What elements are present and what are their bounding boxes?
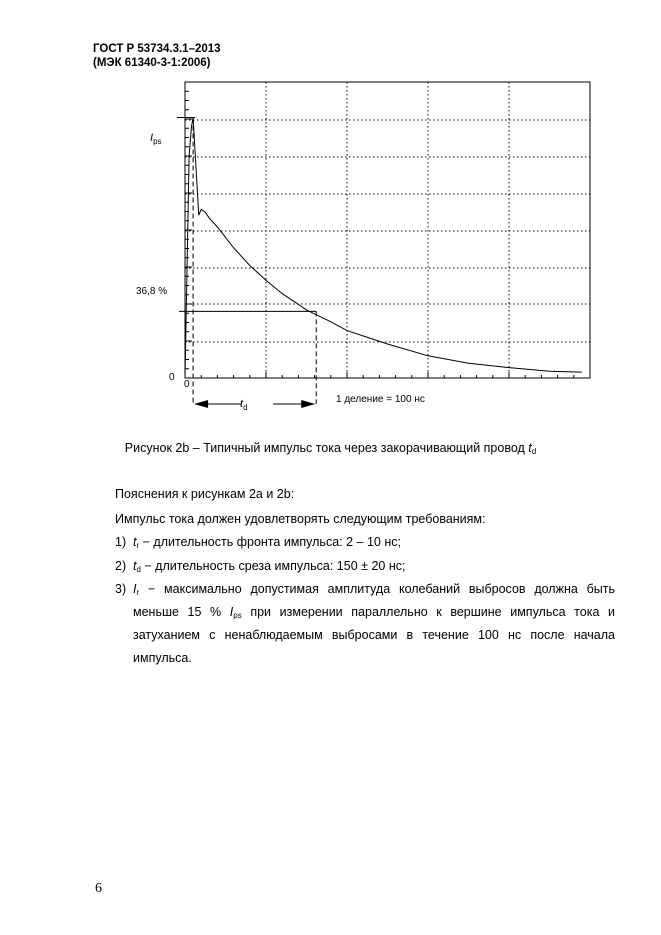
requirements-lead: Импульс тока должен удовлетворять следующим требованиям:	[115, 512, 486, 526]
td-arrow-left-head	[194, 400, 208, 408]
td-arrow-right-head	[301, 400, 315, 408]
ips-label: $I_{ps}$	[150, 132, 162, 146]
list-item: 3) $I_r$ − максимально допустимая амплитуда колебаний выбросов должна быть меньше 15 % $I_{ps}$ при измерении параллельно к вершине импульса тока и затуханием с ненаблюдаемым выбросами в течение 100 нс после начала импульса.	[115, 582, 615, 665]
notes-intro: Пояснения к рисункам 2а и 2b:	[115, 487, 295, 501]
page-number: 6	[95, 881, 102, 896]
origin-x-label: 0	[184, 379, 190, 390]
td-axis-label: $t_d$	[240, 398, 248, 412]
standard-equivalent: (МЭК 61340-3-1:2006)	[93, 57, 211, 69]
division-note: 1 деление = 100 нс	[336, 394, 425, 405]
plot-frame	[185, 82, 590, 378]
level-368-label: 36,8 %	[136, 286, 168, 297]
figure-caption: Рисунок 2b – Типичный импульс тока через закорачивающий провод $t_d$	[124, 441, 537, 456]
chart-axes	[185, 82, 590, 378]
standard-number: ГОСТ Р 53734.3.1–2013	[93, 43, 221, 55]
chart-guides	[177, 118, 316, 408]
current-pulse-figure	[0, 0, 661, 430]
chart-grid	[185, 82, 590, 378]
origin-y-label: 0	[169, 372, 175, 383]
